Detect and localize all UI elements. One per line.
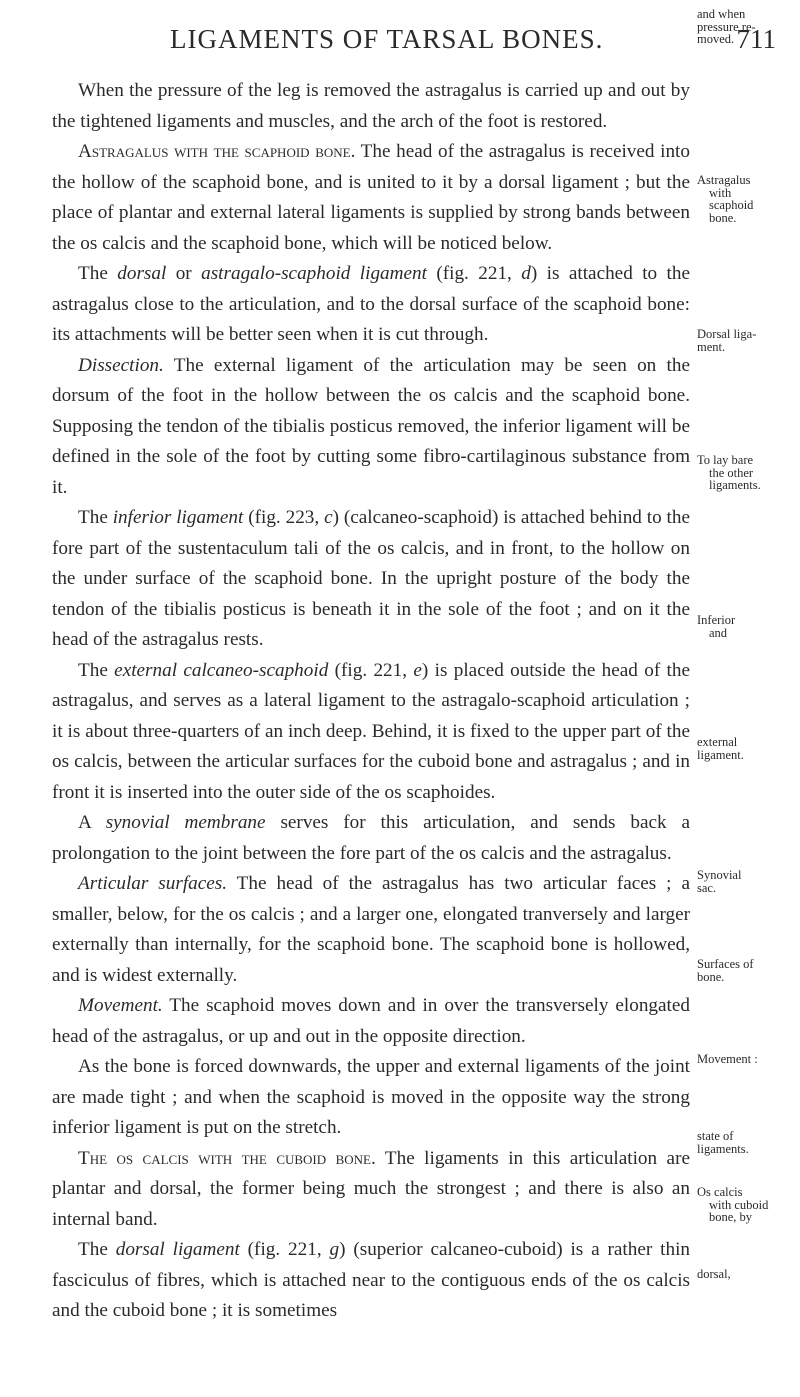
text-run: When the pressure of the leg is removed the astragalus is carried up and out by the tightened ligaments and muscles, and the arch of the foot is restored. [52,80,690,132]
text-run: Movement. [78,995,163,1016]
text-run: ) (superior calcaneo-cuboid) is a rather thin fasciculus of fibres, which is attached near to the contiguous ends of the os calcis and the cuboid bone ; it is sometimes [52,1239,690,1321]
marginal-note [697,174,797,224]
marginal-note [697,614,797,639]
paragraph [52,503,690,656]
text-run: dorsal ligament [115,1239,240,1260]
running-title: LIGAMENTS OF TARSAL BONES. [170,24,604,54]
marginal-note [697,736,797,761]
text-run: As the bone is forced downwards, the upper and external ligaments of the joint are made tight ; and when the scaphoid is moved in the opposite way the strong inferior ligament is put on the stretch. [52,1056,690,1138]
marginal-note-line: ligament. [697,747,744,762]
marginal-note-line: Synovial [697,868,742,882]
paragraph [52,76,690,137]
marginal-note-line: Movement : [697,1052,758,1066]
text-run: external calcaneo-scaphoid [114,659,329,681]
paragraph [52,991,690,1052]
paragraph [52,351,690,504]
marginal-note-line: the other [709,465,754,480]
paragraph [52,808,690,869]
paragraph [52,1144,690,1236]
marginal-note-line: Os calcis [697,1185,743,1199]
text-run: The [78,659,115,681]
paragraph [52,1052,690,1144]
text-run: Astragalus with the scaphoid bone. [78,141,356,162]
paragraph [52,656,690,809]
text-run: inferior ligament [112,507,244,528]
marginal-note [697,1130,797,1155]
marginal-note-line: Inferior [697,613,736,627]
marginal-note [697,1053,797,1066]
body-text [52,76,690,1327]
marginal-note-line: ment. [697,339,726,354]
text-run: (fig. 221, [426,263,522,284]
marginal-note-line: bone, by [709,1210,753,1224]
marginal-note-line: pressure re- [697,19,756,34]
text-run: ) is placed outside the head of the astragalus, and serves as a lateral ligament to the astragalo-scaphoid articulation ; it is about three-quarters of an inch deep. Behind, it is fixed to the upper part of the os calcis, between the articular surfaces for the cuboid bone and astragalus ; and in front it is inserted into the outer side of the os scaphoides. [52,659,690,803]
marginal-note-line: Dorsal liga- [697,327,757,341]
text-run: The [78,1239,116,1260]
text-run: The [78,507,113,528]
marginal-note-line: scaphoid [709,198,754,212]
marginal-note [697,869,797,894]
text-run: astragalo-scaphoid ligament [201,263,427,284]
marginal-note-line: bone. [709,210,737,225]
text-run: synovial membrane [105,812,266,833]
marginal-note [697,958,797,983]
page-number: 711 [736,24,776,54]
text-run: A [78,812,106,833]
text-run: ) is attached to the astragalus close to the articulation, and to the dorsal surface of the scaphoid bone: its attachments will be better seen when it is cut through. [52,263,690,345]
marginal-note-line: bone. [697,969,725,984]
marginal-note-line: moved. [697,32,735,46]
text-run: Dissection. [78,354,164,376]
text-run: The head of the astragalus has two articular faces ; a smaller, below, for the os calcis ; and a larger one, elongated tranversely and larger externally than internally, for the scaphoid bone. The scaphoid bone is hollowed, and is widest externally. [52,873,690,986]
paragraph [52,137,690,259]
text-run: dorsal [117,263,167,284]
text-run: or [166,263,202,284]
text-run: d [521,263,531,284]
text-run: (fig. 221, [239,1239,330,1260]
text-run: The scaphoid moves down and in over the transversely elongated head of the astragalus, or up and out in the opposite direction. [52,995,690,1047]
text-run: serves for this articulation, and sends back a prolongation to the joint between the fore part of the os calcis and the astragalus. [52,812,691,864]
text-run: The external ligament of the articulation may be seen on the dorsum of the foot in the hollow between the os calcis and the scaphoid bone. Supposing the tendon of the tibialis posticus removed, the inferior ligament will be defined in the sole of the foot by cutting some fibro-cartilaginous substance from it. [52,354,690,498]
text-run: g [329,1239,340,1260]
text-run: c [324,507,333,528]
marginal-note-line: To lay bare [697,453,754,467]
marginal-note-line: ligaments. [697,1141,749,1156]
text-run: The os calcis with the cuboid bone. [78,1147,376,1169]
marginal-note-line: sac. [697,880,717,895]
marginal-note [697,328,797,353]
paragraph [52,259,690,351]
marginal-note [697,1268,797,1281]
marginal-note-line: dorsal, [697,1267,731,1281]
text-run: e [413,659,422,681]
paragraph [52,869,690,991]
text-run: ) (calcaneo-scaphoid) is attached behind to the fore part of the sustentaculum tali of the os calcis, and in front, to the hollow on the under surface of the scaphoid bone. In the upright posture of the body the tendon of the tibialis posticus is beneath it in the sole of the foot ; and on it the head of the astragalus rests. [52,507,690,650]
text-run: The [78,263,118,284]
text-run: The ligaments in this articulation are plantar and dorsal, the former being much the strongest ; and there is also an internal band. [52,1147,690,1230]
text-run: (fig. 221, [328,659,414,681]
marginal-note-line: Surfaces of [697,957,754,971]
paragraph [52,1235,690,1327]
text-run: (fig. 223, [243,507,325,528]
marginal-notes [697,0,797,1397]
marginal-note [697,454,797,492]
marginal-note-line: Astragalus [697,173,751,187]
marginal-note-line: ligaments. [709,478,761,492]
marginal-note-line: with [709,185,732,200]
marginal-note-line: with cuboid [709,1197,769,1212]
marginal-note-line: state of [697,1129,734,1143]
text-run: Articular surfaces. [78,873,228,894]
running-head [0,24,800,64]
marginal-note [697,8,797,46]
marginal-note-line: and when [697,7,746,21]
marginal-note-line: external [697,735,738,749]
marginal-note [697,1186,797,1224]
marginal-note-line: and [709,625,728,640]
text-run: The head of the astragalus is received into the hollow of the scaphoid bone, and is united to it by a dorsal ligament ; but the place of plantar and external lateral ligaments is supplied by strong bands between the os calcis and the scaphoid bone, which will be noticed below. [52,141,690,254]
